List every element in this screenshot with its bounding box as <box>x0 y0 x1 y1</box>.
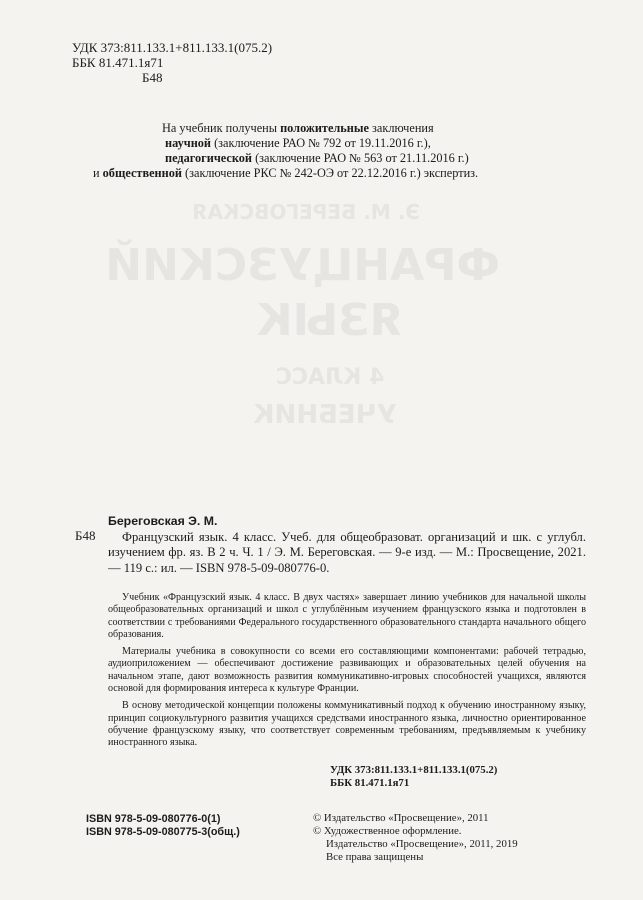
bleed-through-grade: 4 КЛАСС <box>275 365 385 390</box>
copyright-line-4: Все права защищены <box>326 851 424 863</box>
bleed-through-title-2: ЯЗЫК <box>256 295 404 346</box>
header-codes <box>72 40 272 85</box>
isbn-second: ISBN 978-5-09-080775-3(общ.) <box>86 826 240 839</box>
bleed-through-subtitle: УЧЕБНИК <box>253 400 397 430</box>
isbn-first: ISBN 978-5-09-080776-0(1) <box>86 813 221 825</box>
header-udk: УДК 373:811.133.1+811.133.1(075.2) <box>72 40 273 55</box>
header-bbk: ББК 81.471.1я71 <box>72 55 164 70</box>
catalog-description: Французский язык. 4 класс. Учеб. для общеобразоват. организаций и шк. с углубл. изучением фр. яз. В 2 ч. Ч. 1 / Э. М. Береговская. — 9-е изд. — М.: Просвещение, 2021. — 119 с.: ил. — ISBN 978-5-09-080776-0. <box>108 529 586 575</box>
copyright-line-1: © Издательство «Просвещение», 2011 <box>313 812 489 824</box>
isbn-block <box>86 813 240 839</box>
footer-codes <box>330 764 497 790</box>
copyright-line-3: Издательство «Просвещение», 2011, 2019 <box>326 838 518 850</box>
summary-paragraph-3: В основу методической концепции положены коммуникативный подход к обучению иностранному языку, принцип социокультурного развития учащихся средствами иностранного языка, личностно ориентированное обучение французскому языку, что соответствует современным требованиям, предъявляемым к учебнику иностранного языка. <box>108 700 586 749</box>
summary-paragraph-2: Материалы учебника в совокупности со всеми его составляющими компонентами: рабочей тетрадью, аудиоприложением — обеспечивают достижение развивающих и образовательных целей обучения на начальном этапе, дают возможность развития коммуникативно-игровых способностей учащихся, являются основой для формирования интереса к культуре Франции. <box>108 646 586 695</box>
copyright-line-2: © Художественное оформление. <box>313 825 462 837</box>
summary-paragraph-1: Учебник «Французский язык. 4 класс. В двух частях» завершает линию учебников для начальной школы общеобразовательных организаций и школ с углублённым изучением французского языка и подготовлен в соответствии с требованиями Федерального государственного образовательного стандарта начального общего образования. <box>108 592 586 640</box>
approval-line-1: На учебник получены положительные заключения <box>162 121 434 135</box>
footer-udk: УДК 373:811.133.1+811.133.1(075.2) <box>330 764 498 776</box>
approval-line-4: и общественной (заключение РКС № 242-ОЭ от 22.12.2016 г.) экспертиз. <box>93 166 479 180</box>
book-summary <box>108 592 586 755</box>
catalog-author: Береговская Э. М. <box>108 514 218 528</box>
approval-line-3: педагогической (заключение РАО № 563 от 21.11.2016 г.) <box>165 151 469 165</box>
approval-line-2: научной (заключение РАО № 792 от 19.11.2016 г.), <box>165 136 431 150</box>
footer-bbk: ББК 81.471.1я71 <box>330 777 410 789</box>
catalog-entry <box>108 514 586 576</box>
bleed-through-title: ФРАНЦУЗСКИЙ <box>105 240 500 291</box>
header-author-code: Б48 <box>142 70 163 85</box>
copyright-block <box>313 812 518 864</box>
catalog-code: Б48 <box>75 528 96 543</box>
bleed-through-author: Э. М. БЕРЕГОВСКАЯ <box>192 200 420 224</box>
